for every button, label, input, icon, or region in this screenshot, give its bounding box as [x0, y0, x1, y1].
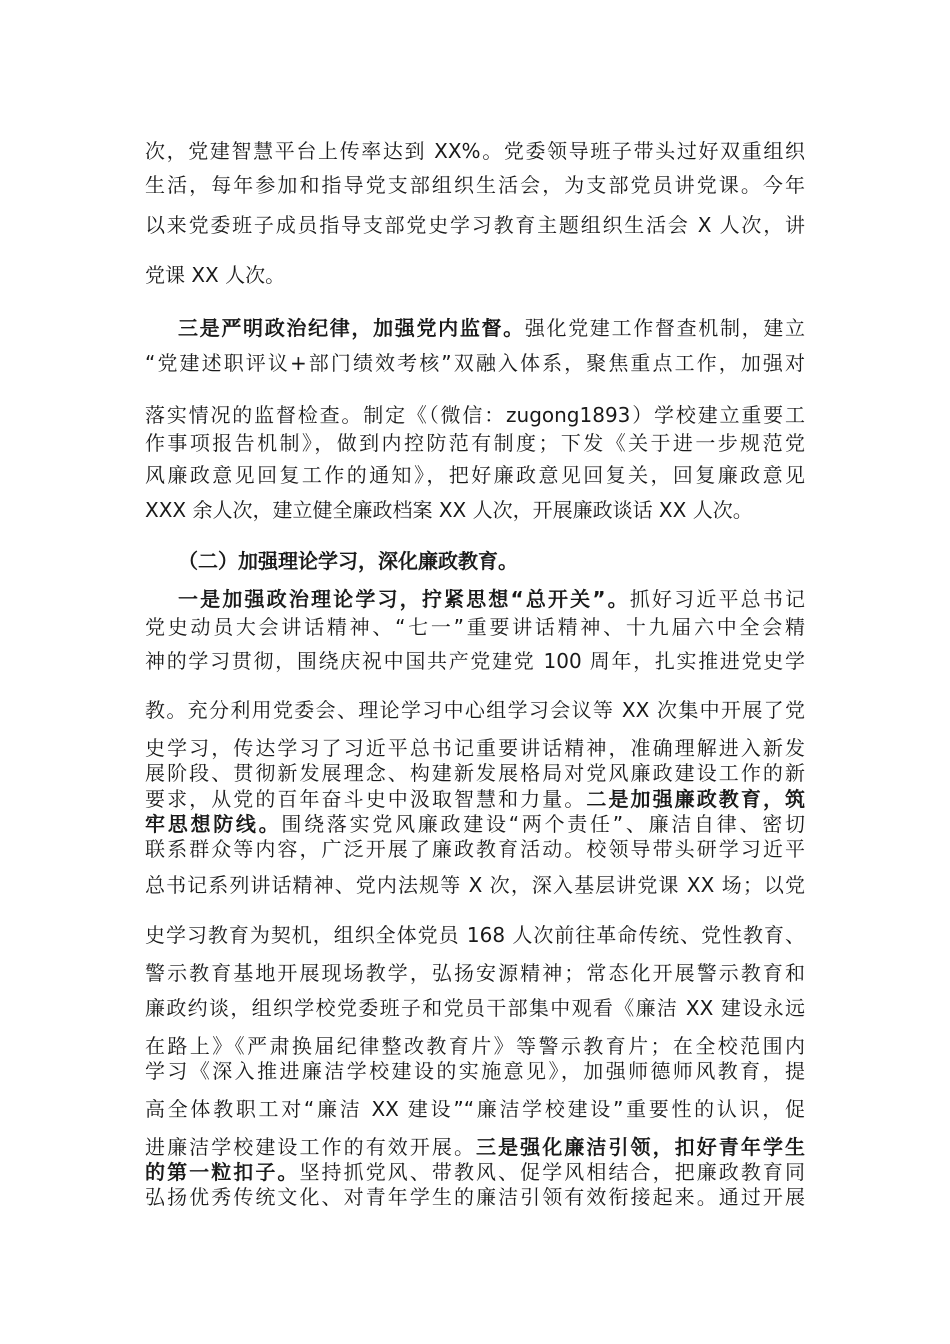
text-run: 弘扬优秀传统文化、对青年学生的廉洁引领有效衔接起来。通过开展	[145, 1185, 805, 1209]
text-line-content	[145, 1134, 805, 1160]
text-run: 史学习，传达学习了习近平总书记重要讲话精神，准确理解进入新发	[145, 736, 805, 760]
text-line	[145, 760, 805, 786]
text-run: 联系群众等内容，广泛开展了廉政教育活动。校领导带头研学习近平	[145, 837, 805, 861]
text-line-content	[178, 315, 805, 341]
text-run: 党史动员大会讲话精神、“七一”重要讲话精神、十九届六中全会精	[145, 615, 805, 639]
text-line-content	[145, 760, 805, 786]
text-run: 神的学习贯彻，围绕庆祝中国共产党建党 100 周年，扎实推进党史学	[145, 649, 805, 673]
bold-text-run: 三是严明政治纪律，加强党内监督。	[178, 316, 525, 340]
text-run: 学习《深入推进廉洁学校建设的实施意见》，加强师德师风教育，提	[145, 1059, 805, 1083]
bold-text-run: 一是加强政治理论学习，拧紧思想“总开关”。	[178, 587, 630, 611]
text-line-content	[145, 836, 805, 862]
bold-text-run: 的第一粒扣子。	[145, 1160, 300, 1184]
text-run: 落实情况的监督检查。制定《（微信：zugong1893）学校建立重要工	[145, 403, 805, 427]
bold-text-run: （二）加强理论学习，深化廉政教育。	[178, 549, 518, 573]
text-run: 进廉洁学校建设工作的有效开展。	[145, 1135, 477, 1159]
text-line	[145, 138, 805, 164]
text-run: 作事项报告机制》，做到内控防范有制度；下发《关于进一步规范党	[145, 431, 805, 455]
text-run: 总书记系列讲话精神、党内法规等 X 次，深入基层讲党课 XX 场；以党	[145, 873, 805, 897]
text-run: 生活，每年参加和指导党支部组织生活会，为支部党员讲党课。今年	[145, 173, 805, 197]
text-line-content	[145, 1033, 805, 1059]
text-line	[145, 614, 805, 640]
text-line	[145, 402, 805, 428]
text-line-content	[145, 1096, 805, 1122]
text-line-content	[145, 960, 805, 986]
text-line	[178, 586, 805, 612]
text-line	[145, 811, 805, 837]
text-line	[145, 1096, 805, 1122]
text-line-content	[145, 697, 805, 723]
text-line-content	[145, 462, 805, 488]
text-run: 展阶段、贯彻新发展理念、构建新发展格局对党风廉政建设工作的新	[145, 761, 805, 785]
text-line-content	[145, 212, 805, 238]
text-run: 强化党建工作督查机制，建立	[524, 316, 806, 340]
text-line	[145, 262, 805, 288]
text-line	[145, 1033, 805, 1059]
text-line	[145, 497, 805, 523]
text-line	[145, 697, 805, 723]
text-line	[145, 735, 805, 761]
text-run: 史学习教育为契机，组织全体党员 168 人次前往革命传统、党性教育、	[145, 923, 805, 947]
text-line	[145, 1134, 805, 1160]
text-line	[145, 462, 805, 488]
text-run: XXX 余人次，建立健全廉政档案 XX 人次，开展廉政谈话 XX 人次。	[145, 498, 753, 522]
text-run: 抓好习近平总书记	[629, 587, 806, 611]
text-run: 警示教育基地开展现场教学，弘扬安源精神；常态化开展警示教育和	[145, 961, 805, 985]
text-line	[145, 1184, 805, 1210]
text-line	[145, 836, 805, 862]
text-line	[145, 995, 805, 1021]
bold-text-run: 三是强化廉洁引领，扣好青年学生	[476, 1135, 806, 1159]
text-line-content	[145, 172, 805, 198]
text-line-content	[145, 138, 805, 164]
text-line-content	[145, 786, 805, 812]
text-line-content	[145, 872, 805, 898]
text-run: 要求，从党的百年奋斗史中汲取智慧和力量。	[145, 787, 587, 811]
text-line	[145, 1159, 805, 1185]
text-line	[145, 922, 805, 948]
text-line-content	[145, 648, 805, 674]
text-line-content	[145, 1159, 805, 1185]
text-run: 围绕落实党风廉政建设“两个责任”、廉洁自律、密切	[281, 812, 805, 836]
bold-text-run: 二是加强廉政教育，筑	[586, 787, 806, 811]
text-run: 在路上》《严肃换届纪律整改教育片》等警示教育片；在全校范围内	[145, 1034, 805, 1058]
text-run: “党建述职评议+部门绩效考核”双融入体系，聚焦重点工作，加强对	[145, 351, 805, 375]
text-line-content	[145, 350, 805, 376]
text-run: 高全体教职工对“廉洁 XX 建设”“廉洁学校建设”重要性的认识，促	[145, 1097, 805, 1121]
text-run: 次，党建智慧平台上传率达到 XX%。党委领导班子带头过好双重组织	[145, 139, 805, 163]
text-line	[145, 212, 805, 238]
text-line	[145, 1058, 805, 1084]
text-line-content	[178, 586, 805, 612]
text-run: 风廉政意见回复工作的通知》，把好廉政意见回复关，回复廉政意见	[145, 463, 805, 487]
text-line-content	[145, 735, 805, 761]
text-line-content	[145, 402, 805, 428]
text-line	[178, 548, 805, 574]
bold-text-run: 牢思想防线。	[145, 812, 282, 836]
text-run: 党课 XX 人次。	[145, 263, 286, 287]
text-line	[145, 350, 805, 376]
text-line	[145, 172, 805, 198]
text-line	[145, 648, 805, 674]
text-line	[145, 786, 805, 812]
text-line	[145, 872, 805, 898]
text-line	[178, 315, 805, 341]
text-run: 廉政约谈，组织学校党委班子和党员干部集中观看《廉洁 XX 建设永远	[145, 996, 805, 1020]
text-line-content	[178, 548, 805, 574]
text-line-content	[145, 430, 805, 456]
text-run: 以来党委班子成员指导支部党史学习教育主题组织生活会 X 人次，讲	[145, 213, 805, 237]
text-line-content	[145, 497, 805, 523]
text-line-content	[145, 262, 805, 288]
text-run: 坚持抓党风、带教风、促学风相结合，把廉政教育同	[299, 1160, 806, 1184]
text-line-content	[145, 811, 805, 837]
text-line-content	[145, 1184, 805, 1210]
text-run: 教。充分利用党委会、理论学习中心组学习会议等 XX 次集中开展了党	[145, 698, 805, 722]
text-line-content	[145, 922, 805, 948]
text-line	[145, 960, 805, 986]
text-line-content	[145, 995, 805, 1021]
text-line	[145, 430, 805, 456]
text-line-content	[145, 614, 805, 640]
text-line-content	[145, 1058, 805, 1084]
